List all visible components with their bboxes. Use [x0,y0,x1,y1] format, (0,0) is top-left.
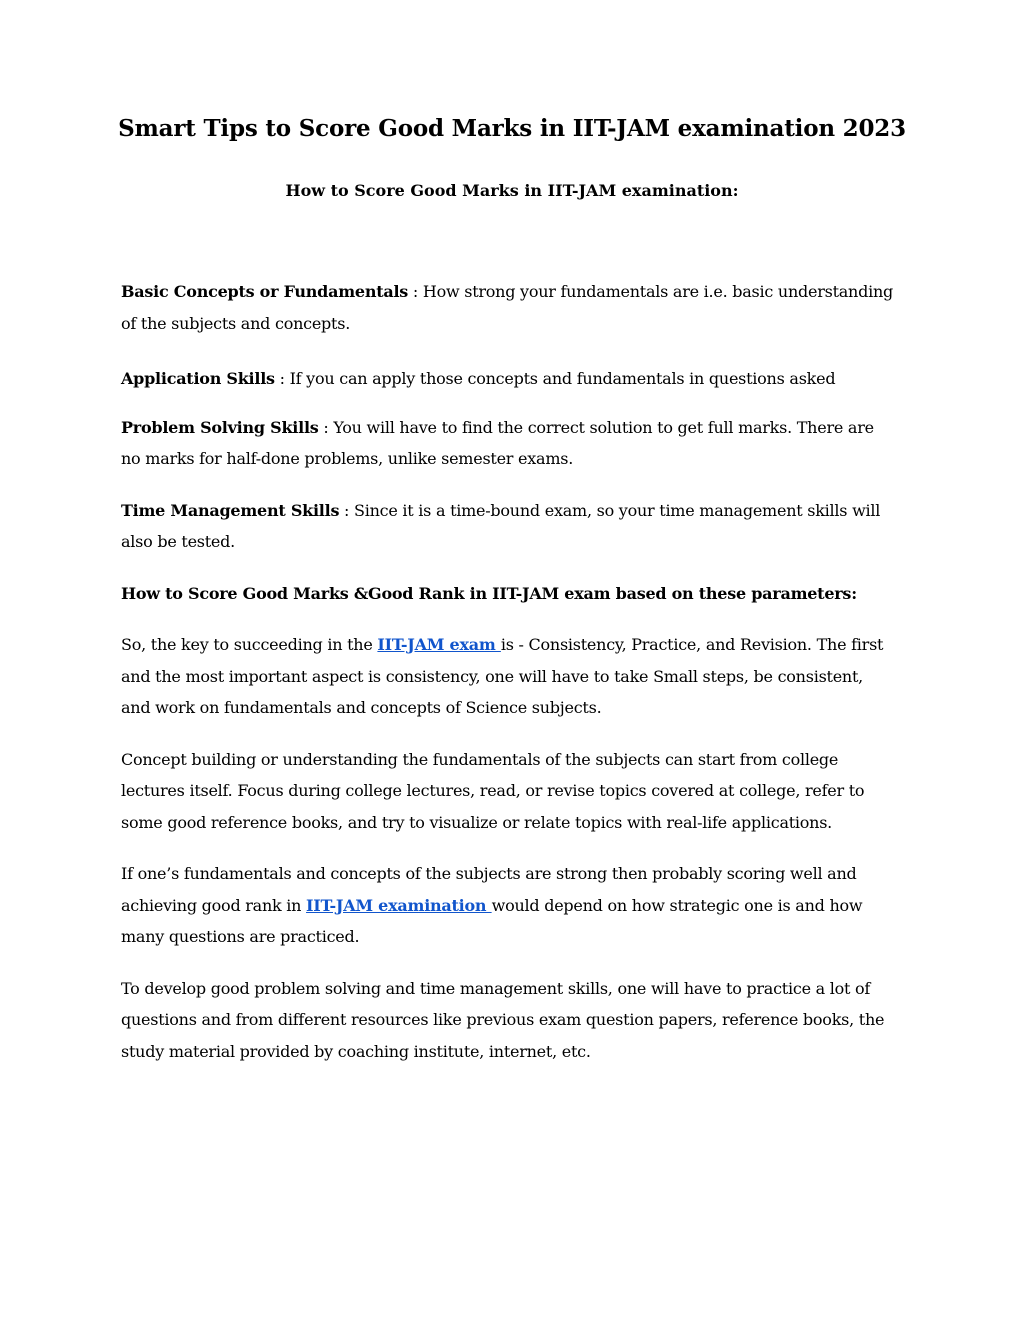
parameter-separator: : [408,282,423,301]
paragraph-key-to-success [121,629,897,724]
parameter-separator: : [274,369,290,388]
paragraph-concept-building: Concept building or understanding the fundamentals of the subjects can start from college lectures itself. Focus during college lectures, read, or revise topics covered at college, refer to some good reference books, and try to visualize or relate topics with real-life applications. [121,749,865,832]
parameter-term: Time Management Skills [121,500,340,520]
iit-jam-examination-link[interactable]: IIT-JAM examination [306,895,492,915]
paragraph-practice: To develop good problem solving and time management skills, one will have to practice a lot of questions and from different resources like previous exam question papers, reference books, the study material provided by coaching institute, internet, etc. [121,978,885,1061]
paragraph-strategy [121,858,897,953]
parameter-basic-concepts [121,276,897,339]
paragraph-text: If one’s fundamentals and concepts of the subjects are strong then probably scoring well and achieving good rank in [121,864,857,915]
document-subtitle: How to Score Good Marks in IIT-JAM examination: [285,181,739,200]
parameter-text: You will have to find the correct solution to get full marks. There are no marks for half-done problems, unlike semester exams. [121,417,874,468]
parameter-problem-solving [121,412,897,475]
parameter-term: Problem Solving Skills [121,417,319,437]
parameter-text: Since it is a time-bound exam, so your time management skills will also be tested. [121,500,881,551]
paragraph-text: would depend on how strategic one is and how many questions are practiced. [121,895,863,946]
parameter-separator: : [339,500,355,520]
parameter-application-skills [121,363,897,395]
parameter-text: How strong your fundamentals are i.e. basic understanding of the subjects and concepts. [121,282,893,333]
parameter-time-management [121,495,897,558]
paragraph-text: So, the key to succeeding in the [121,635,378,654]
document-body [121,276,897,1087]
parameter-term: Application Skills [121,369,275,388]
parameter-separator: : [318,417,334,437]
document-title: Smart Tips to Score Good Marks in IIT-JAM examination 2023 [118,115,906,142]
parameter-text: If you can apply those concepts and fundamentals in questions asked [289,369,836,388]
paragraph-text: is - Consistency, Practice, and Revision. The first and the most important aspect is consistency, one will have to take Small steps, be consistent, and work on fundamentals and concepts of Science subjects. [121,635,884,717]
iit-jam-exam-link[interactable]: IIT-JAM exam [377,635,501,654]
parameter-term: Basic Concepts or Fundamentals [121,282,409,301]
section-heading: How to Score Good Marks &Good Rank in IIT-JAM exam based on these parameters: [121,583,857,603]
